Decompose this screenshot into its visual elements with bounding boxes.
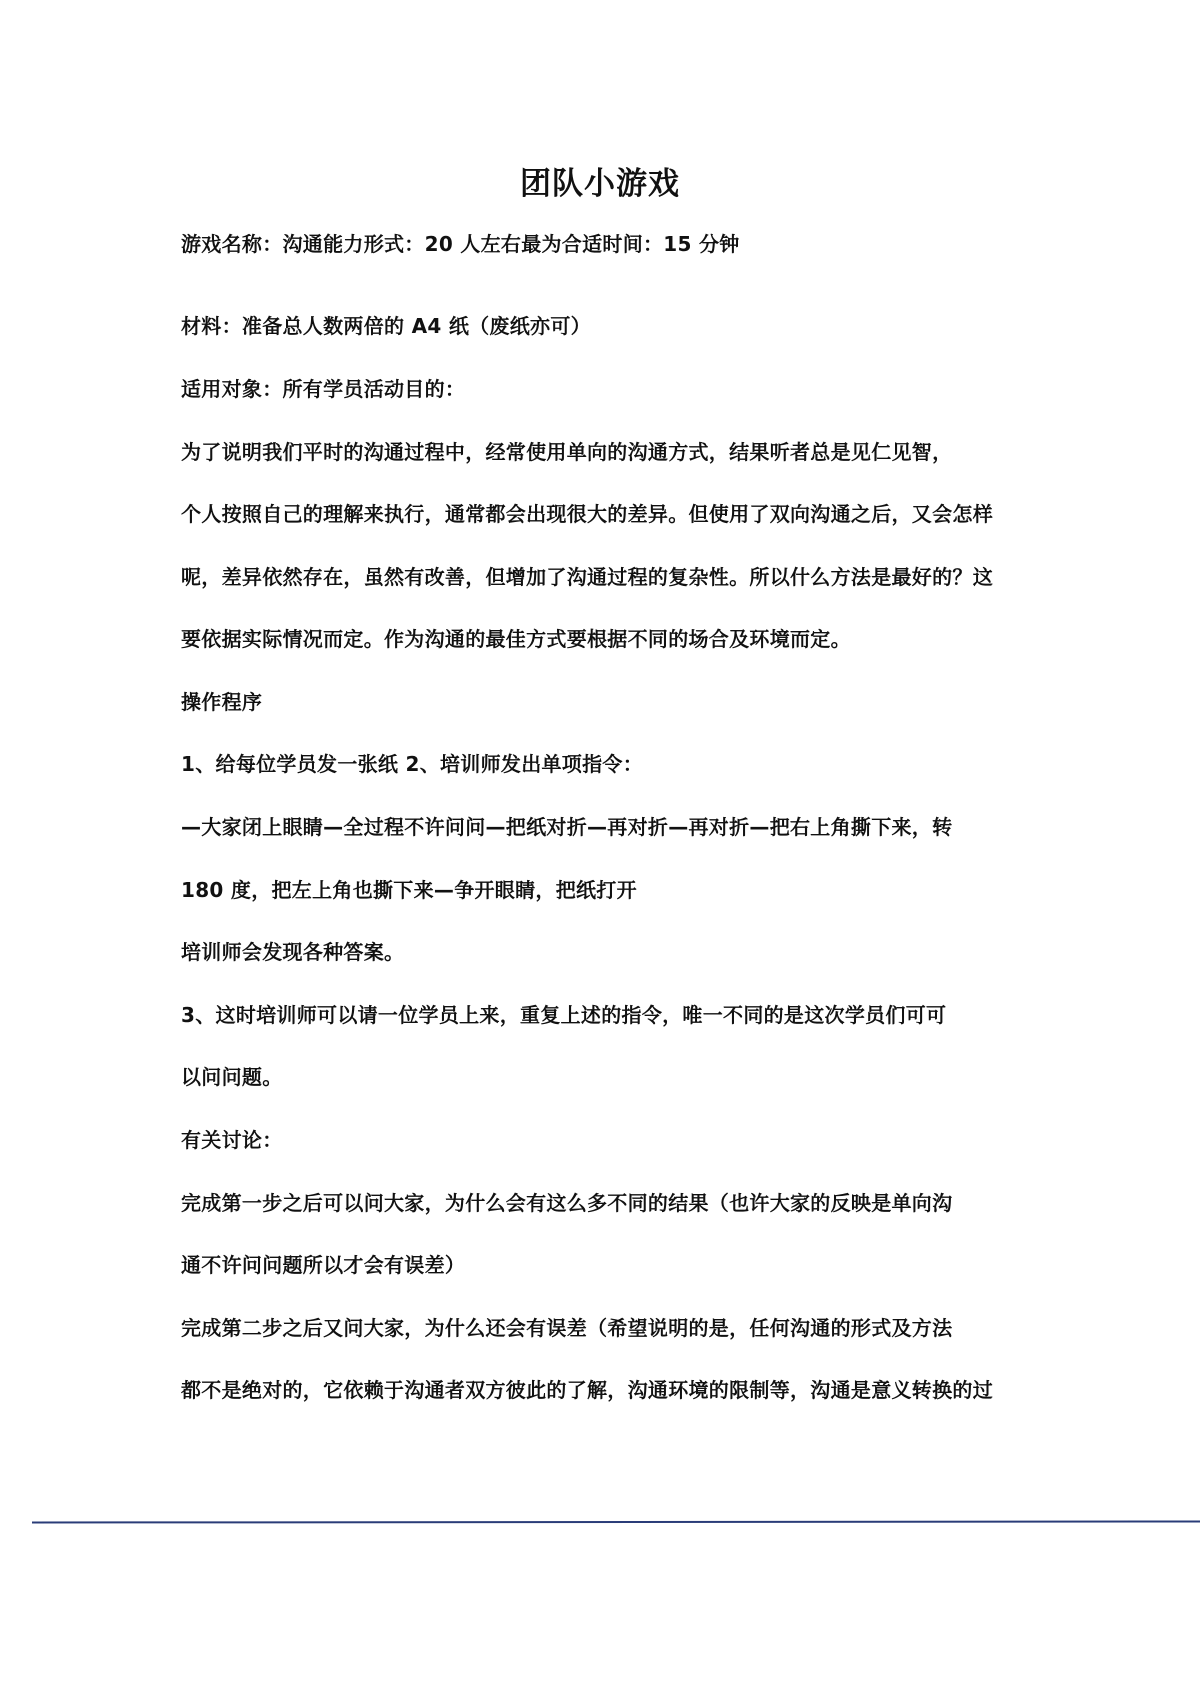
audience-purpose-line: 适用对象：所有学员活动目的：: [181, 377, 466, 401]
step-line: 1、给每位学员发一张纸 2、培训师发出单项指令：: [181, 752, 643, 776]
paragraph-line: 呢，差异依然存在，虽然有改善，但增加了沟通过程的复杂性。所以什么方法是最好的？这: [181, 565, 993, 589]
paragraph-line: 要依据实际情况而定。作为沟通的最佳方式要根据不同的场合及环境而定。: [181, 627, 851, 651]
step-line: 以问问题。: [181, 1065, 283, 1089]
paragraph-line: 完成第二步之后又问大家，为什么还会有误差（希望说明的是，任何沟通的形式及方法: [181, 1316, 953, 1340]
discussion-heading: 有关讨论：: [181, 1128, 283, 1152]
footer-divider: [32, 1520, 1200, 1523]
materials-line: 材料：准备总人数两倍的 A4 纸（废纸亦可）: [181, 314, 591, 338]
game-info-line: 游戏名称：沟通能力形式：20 人左右最为合适时间：15 分钟: [181, 232, 740, 256]
document-title: 团队小游戏: [520, 166, 680, 202]
procedure-heading: 操作程序: [181, 690, 263, 714]
paragraph-line: 通不许问问题所以才会有误差）: [181, 1253, 466, 1277]
paragraph-line: 培训师会发现各种答案。: [181, 940, 405, 964]
paragraph-line: 为了说明我们平时的沟通过程中，经常使用单向的沟通方式，结果听者总是见仁见智，: [181, 440, 953, 464]
paragraph-line: 都不是绝对的，它依赖于沟通者双方彼此的了解，沟通环境的限制等，沟通是意义转换的过: [181, 1378, 993, 1402]
instruction-line: 180 度，把左上角也撕下来—争开眼睛，把纸打开: [181, 878, 637, 902]
instruction-line: —大家闭上眼睛—全过程不许问问—把纸对折—再对折—再对折—把右上角撕下来，转: [181, 815, 953, 839]
paragraph-line: 个人按照自己的理解来执行，通常都会出现很大的差异。但使用了双向沟通之后，又会怎样: [181, 502, 993, 526]
step-line: 3、这时培训师可以请一位学员上来，重复上述的指令，唯一不同的是这次学员们可可: [181, 1003, 947, 1027]
paragraph-line: 完成第一步之后可以问大家，为什么会有这么多不同的结果（也许大家的反映是单向沟: [181, 1191, 953, 1215]
